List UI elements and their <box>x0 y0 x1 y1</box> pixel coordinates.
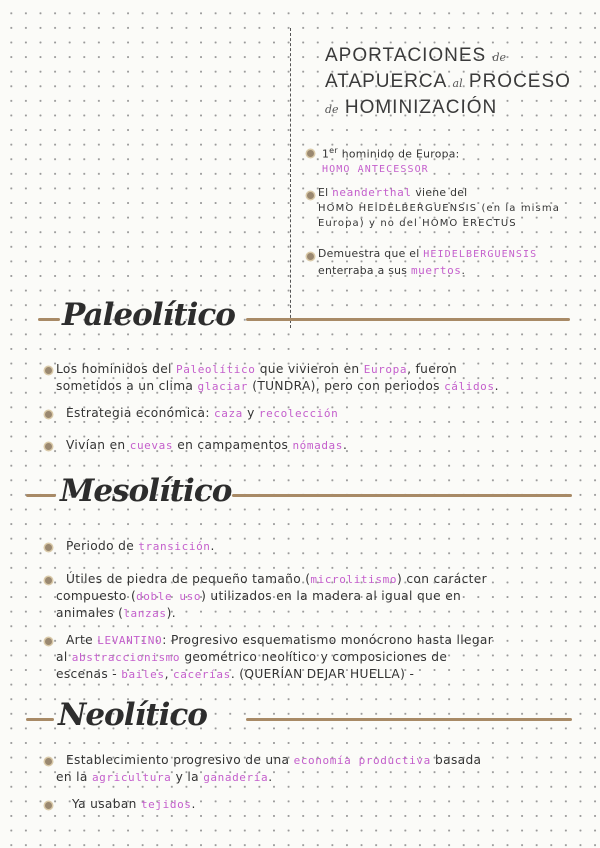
bullet-dot <box>45 367 52 374</box>
neo-item-1: Establecimiento progresivo de una economía productiva basada en la agricultura y la ganadería. <box>56 753 482 784</box>
bullet-dot <box>45 411 52 418</box>
heading-mesolitico: Mesolítico <box>60 473 232 509</box>
atapuerca-item-1: 1er hominido de Europa: HOMO ANTECESSOR <box>322 146 460 176</box>
page-title <box>325 44 595 122</box>
heading-rule-left <box>38 318 60 321</box>
bullet-dot <box>45 544 52 551</box>
bullet-dot <box>307 150 314 157</box>
heading-paleolitico: Paleolítico <box>62 297 235 333</box>
title-line-1: APORTACIONES de <box>325 45 507 66</box>
neo-item-2: Ya usaban tejidos. <box>72 797 196 811</box>
bullet-dot <box>45 577 52 584</box>
heading-rule-left <box>26 718 54 721</box>
heading-rule-left <box>26 494 56 497</box>
meso-item-2: Útiles de piedra de pequeño tamaño (microlitismo) con carácter compuesto (doble uso) utilizados en la madera al igual que en animales (lanzas). <box>56 572 487 620</box>
heading-rule-right <box>246 718 572 721</box>
heading-neolitico: Neolítico <box>58 697 207 733</box>
meso-item-1: Periodo de transición. <box>66 539 215 553</box>
bullet-dot <box>45 638 52 645</box>
paleo-item-1: Los hominidos del Paleolítico que vivieron en Europa, fueron sometidos a un clima glaciar (TUNDRA), pero con periodos cálidos. <box>56 362 499 393</box>
bullet-dot <box>45 802 52 809</box>
atapuerca-item-3: Demuestra que el HEIDELBERGUENSIS enterraba a sus muertos. <box>318 247 538 277</box>
column-divider <box>290 28 291 328</box>
bullet-dot <box>307 192 314 199</box>
paleo-item-2: Estrategia económica: caza y recolección <box>66 406 339 420</box>
bullet-dot <box>307 253 314 260</box>
paleo-item-3: Vivían en cuevas en campamentos nómadas. <box>66 438 348 452</box>
title-line-2: ATAPUERCA al PROCESO <box>325 71 571 92</box>
heading-rule-right <box>246 318 570 321</box>
bullet-dot <box>45 443 52 450</box>
title-line-3: de HOMINIZACIÓN <box>325 97 498 118</box>
heading-rule-right <box>232 494 572 497</box>
bullet-dot <box>45 758 52 765</box>
meso-item-3: Arte LEVANTINO: Progresivo esquematismo monócrono hasta llegar al abstraccionismo geométrico neolítico y composiciones de escenas - bailes, cacerías. (QUERÍAN DEJAR HUELLA) - <box>56 633 494 681</box>
atapuerca-item-2: El neanderthal viene del HOMO HEIDELBERGUENSIS (en la misma Europa) y no del HOMO ERECTUS <box>318 186 560 229</box>
